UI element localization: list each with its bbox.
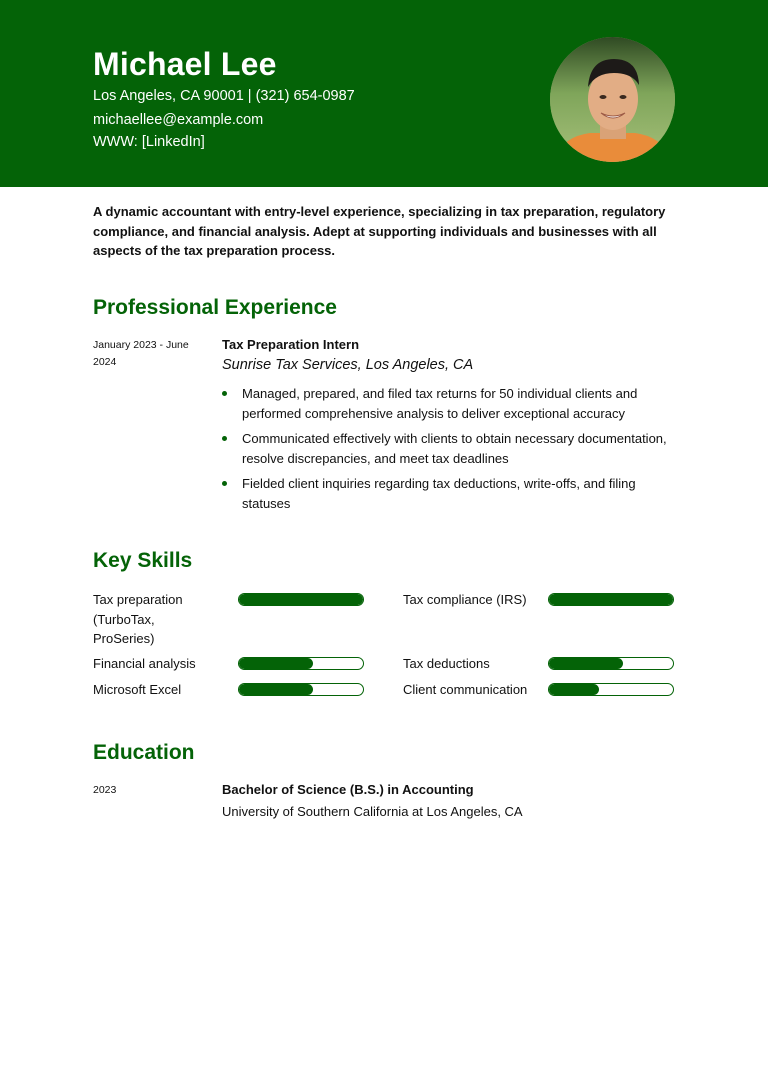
skill-level-bar xyxy=(548,657,674,670)
skill-label: Tax deductions xyxy=(403,656,490,671)
list-item xyxy=(222,384,682,423)
skill-label: Tax preparation (TurboTax, ProSeries) xyxy=(93,592,183,646)
skill-level-bar xyxy=(548,593,674,606)
website-link[interactable]: WWW: [LinkedIn] xyxy=(93,134,205,150)
skill-label: Client communication xyxy=(403,682,528,697)
job-dates: January 2023 - June 2024 xyxy=(93,339,189,368)
email-address[interactable]: michaellee@example.com xyxy=(93,112,264,128)
experience-heading: Professional Experience xyxy=(93,296,337,319)
bullet-dot-icon xyxy=(222,436,227,441)
degree-title: Bachelor of Science (B.S.) in Accounting xyxy=(222,782,474,797)
job-bullet-list xyxy=(222,384,682,519)
candidate-name: Michael Lee xyxy=(93,46,277,82)
company-name: Sunrise Tax Services, Los Angeles, CA xyxy=(222,357,474,373)
professional-summary: A dynamic accountant with entry-level experience, specializing in tax preparation, regulatory compliance, and financial analysis. Adept at supporting individuals and businesses with all aspects of the tax preparation process. xyxy=(93,204,666,258)
address-phone: Los Angeles, CA 90001 | (321) 654-0987 xyxy=(93,88,355,104)
resume-header xyxy=(0,0,768,187)
bullet-text: Fielded client inquiries regarding tax deductions, write-offs, and filing statuses xyxy=(242,476,636,511)
skill-level-fill xyxy=(239,594,363,605)
skill-level-fill xyxy=(549,658,623,669)
skill-label: Tax compliance (IRS) xyxy=(403,592,527,607)
bullet-dot-icon xyxy=(222,481,227,486)
skill-level-fill xyxy=(549,594,673,605)
school-name: University of Southern California at Los Angeles, CA xyxy=(222,804,523,819)
education-year: 2023 xyxy=(93,784,117,796)
skill-level-bar xyxy=(238,683,364,696)
list-item xyxy=(222,429,682,468)
skill-level-bar xyxy=(238,593,364,606)
bullet-text: Managed, prepared, and filed tax returns for 50 individual clients and performed comprehensive analysis to deliver exceptional accuracy xyxy=(242,386,638,421)
skill-label: Financial analysis xyxy=(93,656,196,671)
bullet-dot-icon xyxy=(222,391,227,396)
skill-level-bar xyxy=(548,683,674,696)
skill-label: Microsoft Excel xyxy=(93,682,182,697)
profile-photo xyxy=(550,37,675,162)
bullet-text: Communicated effectively with clients to obtain necessary documentation, resolve discrepancies, and meet tax deadlines xyxy=(242,431,667,466)
skill-level-fill xyxy=(239,684,313,695)
skill-level-fill xyxy=(239,658,313,669)
education-heading: Education xyxy=(93,741,195,764)
skill-level-bar xyxy=(238,657,364,670)
job-title: Tax Preparation Intern xyxy=(222,337,360,352)
skill-level-fill xyxy=(549,684,599,695)
skills-heading: Key Skills xyxy=(93,549,193,572)
list-item xyxy=(222,474,682,513)
